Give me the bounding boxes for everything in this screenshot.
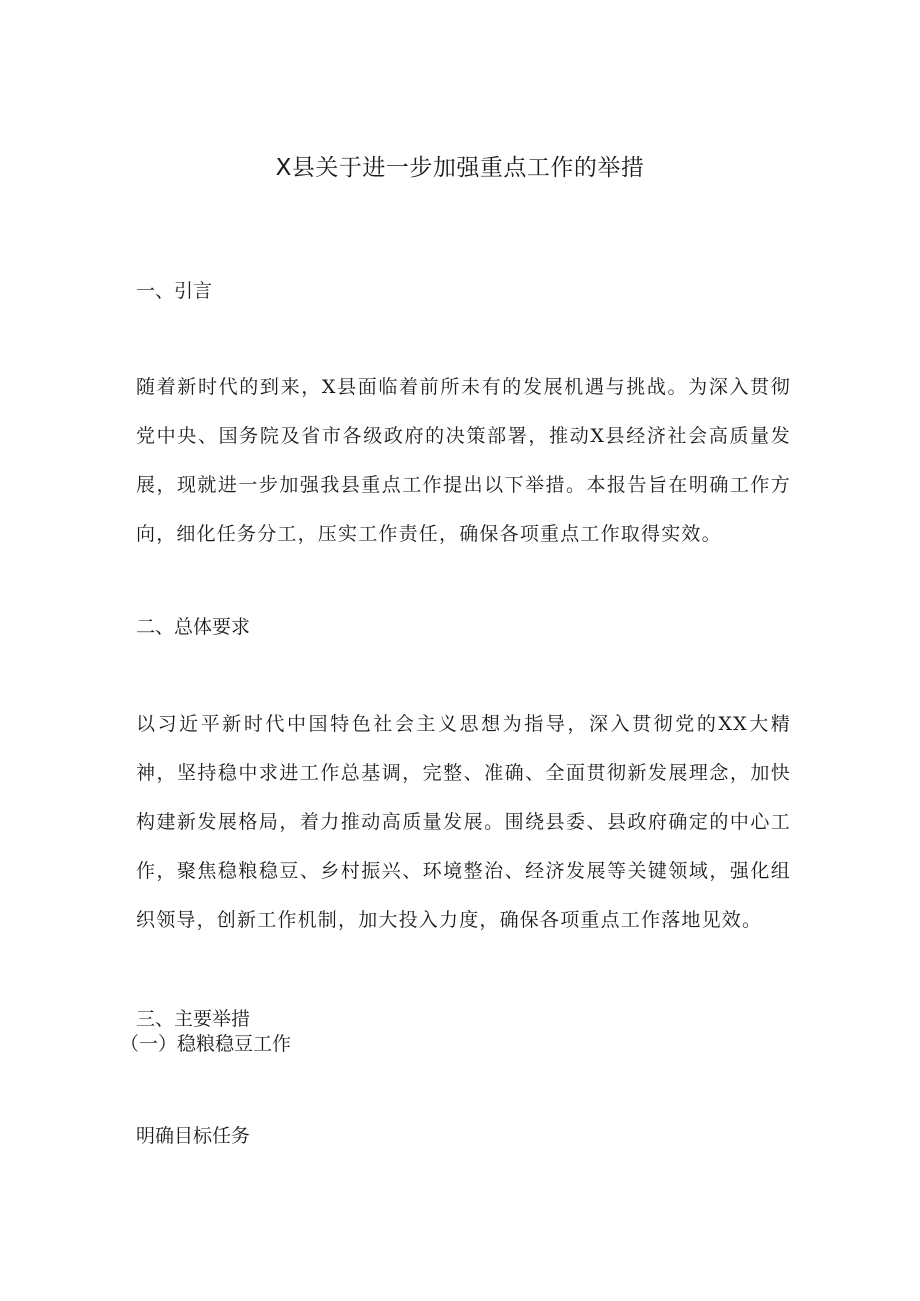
item-heading-clarify-targets: 明确目标任务 xyxy=(136,1125,251,1147)
section-heading-general-requirements: 二、总体要求 xyxy=(136,616,251,638)
document-title: X县关于进一步加强重点工作的举措 xyxy=(275,155,645,181)
section-paragraph-introduction: 随着新时代的到来，X县面临着前所未有的发展机遇与挑战。为深入贯彻党中央、国务院及省市各级政府的决策部署，推动X县经济社会高质量发展，现就进一步加强我县重点工作提出以下举措。本报告旨在明确工作方向，细化任务分工，压实工作责任，确保各项重点工作取得实效。 xyxy=(136,376,791,545)
section-heading-introduction: 一、引言 xyxy=(136,280,213,302)
section-heading-main-measures: 三、主要举措 xyxy=(136,1008,251,1030)
section-paragraph-general-requirements: 以习近平新时代中国特色社会主义思想为指导，深入贯彻党的XX大精神，坚持稳中求进工作总基调，完整、准确、全面贯彻新发展理念，加快构建新发展格局，着力推动高质量发展。围绕县委、县政府确定的中心工作，聚焦稳粮稳豆、乡村振兴、环境整治、经济发展等关键领域，强化组织领导，创新工作机制，加大投入力度，确保各项重点工作落地见效。 xyxy=(136,713,791,931)
subsection-heading-grain-soybean: （一）稳粮稳豆工作 xyxy=(120,1033,292,1055)
